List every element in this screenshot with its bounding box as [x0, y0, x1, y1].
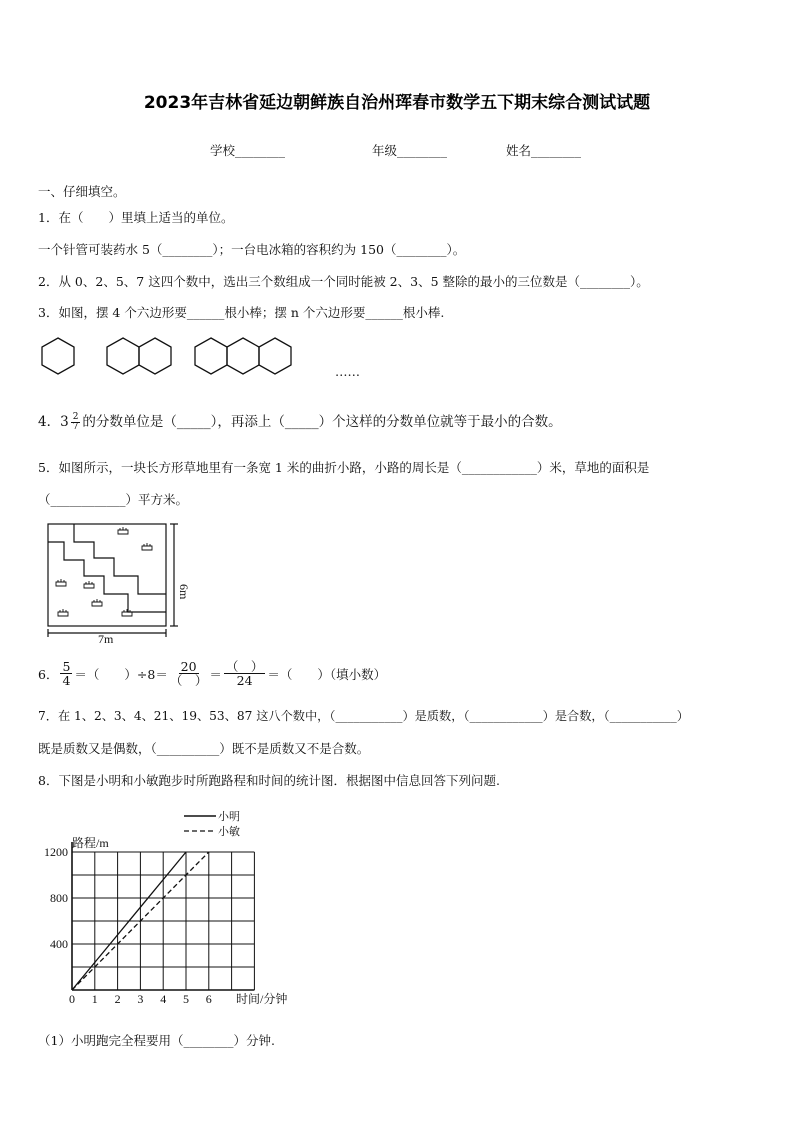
page-title: 2023年吉林省延边朝鲜族自治州珲春市数学五下期末综合测试试题: [143, 93, 651, 113]
grass-icon: [56, 579, 66, 586]
q8-sub1: （1）小明跑完全程要用（________）分钟.: [38, 1033, 275, 1048]
path-edge-upper: [74, 524, 166, 594]
q6-eq2: ＝: [209, 666, 222, 682]
q1-stem: 1．在（ ）里填上适当的单位。: [38, 210, 234, 225]
q7-line1: 7．在 1、2、3、4、21、19、53、87 这八个数中，（___________）是质数，（____________）是合数，（___________）: [38, 709, 689, 723]
grass-icon: [118, 527, 128, 534]
q4-frac-denominator: 7: [72, 422, 79, 432]
y-axis-label: 路程/m: [72, 836, 109, 850]
x-axis-label: 时间/分钟: [236, 992, 288, 1006]
x-tick-label: 6: [205, 992, 212, 1006]
grass-icon: [84, 581, 94, 588]
q1-line: 一个针管可装药水 5（________）；一台电冰箱的容积约为 150（________）。: [38, 242, 466, 257]
q2-text: 2．从 0、2、5、7 这四个数中，选出三个数组成一个同时能被 2、3、5 整除的最小的三位数是（________）。: [38, 274, 649, 289]
chart-grid: [72, 852, 254, 990]
grass-icons: [56, 527, 152, 616]
q6-tail: ＝（ ）（填小数）: [267, 666, 387, 682]
q6-f2-numerator: 20: [180, 659, 197, 674]
q5-line1: 5．如图所示，一块长方形草地里有一条宽 1 米的曲折小路，小路的周长是（____________）米，草地的面积是: [38, 460, 650, 475]
y-tick-label: 400: [50, 937, 68, 951]
q6-line: [38, 660, 386, 687]
width-label: 7m: [98, 632, 114, 646]
path-edge-lower: [48, 542, 166, 612]
q6-f3-numerator: （ ）: [225, 659, 264, 674]
q6-fraction-1: [60, 660, 72, 687]
q6-f2-denominator: （ ）: [169, 673, 208, 689]
q6-fraction-3: [224, 660, 266, 687]
q6-f1-denominator: 4: [62, 673, 71, 689]
grade-field: 年级________: [372, 143, 448, 158]
q3-ellipsis: ……: [335, 364, 360, 379]
hexagon-3a: [195, 338, 227, 374]
legend-label-xiaomin: 小敏: [218, 826, 240, 838]
hexagon-3c: [259, 338, 291, 374]
hexagon-3b: [227, 338, 259, 374]
grass-icon: [92, 599, 102, 606]
grass-icon: [58, 609, 68, 616]
hexagon-2b: [139, 338, 171, 374]
grass-icon: [142, 543, 152, 550]
q8-stem: 8．下图是小明和小敏跑步时所跑路程和时间的统计图．根据图中信息回答下列问题.: [38, 773, 500, 788]
q7-line2: 既是质数又是偶数，（__________）既不是质数又不是合数。: [38, 741, 370, 756]
q4-line: [38, 410, 562, 432]
q4-frac-numerator: 2: [72, 411, 79, 422]
q6-fraction-2: [170, 660, 208, 687]
hexagon-figures: [36, 336, 296, 380]
hexagon-2a: [107, 338, 139, 374]
legend-label-xiaoming: 小明: [218, 811, 240, 823]
name-field: 姓名________: [506, 143, 582, 158]
q5-line2: （____________）平方米。: [38, 492, 189, 507]
x-tick-label: 1: [91, 992, 98, 1006]
x-tick-label: 4: [160, 992, 167, 1006]
q3-stem: 3．如图，摆 4 个六边形要______根小棒；摆 n 个六边形要______根小棒.: [38, 305, 445, 320]
q4-text: 的分数单位是（_____），再添上（_____）个这样的分数单位就等于最小的合数。: [82, 414, 562, 430]
x-tick-label: 2: [114, 992, 121, 1006]
q4-number: 4．3: [38, 414, 69, 430]
hexagon-1: [42, 338, 74, 374]
q6-label: 6．: [38, 666, 59, 682]
section-heading: 一、仔细填空。: [38, 184, 126, 199]
y-tick-label: 1200: [44, 845, 68, 859]
chart-ticks: [44, 845, 212, 1006]
lawn-path-figure: [44, 520, 189, 645]
x-tick-label: 0: [69, 992, 75, 1006]
q6-eq1: ＝（ ）÷8＝: [74, 666, 168, 682]
q6-f1-numerator: 5: [62, 659, 71, 674]
y-tick-label: 800: [50, 891, 68, 905]
height-label: 6m: [177, 584, 191, 600]
school-field: 学校________: [210, 143, 286, 158]
x-tick-label: 5: [183, 992, 189, 1006]
q4-fraction: [71, 413, 81, 433]
x-tick-label: 3: [137, 992, 144, 1006]
q6-f3-denominator: 24: [236, 673, 253, 689]
chart-legend: [184, 809, 240, 838]
distance-time-chart: [34, 805, 334, 1010]
